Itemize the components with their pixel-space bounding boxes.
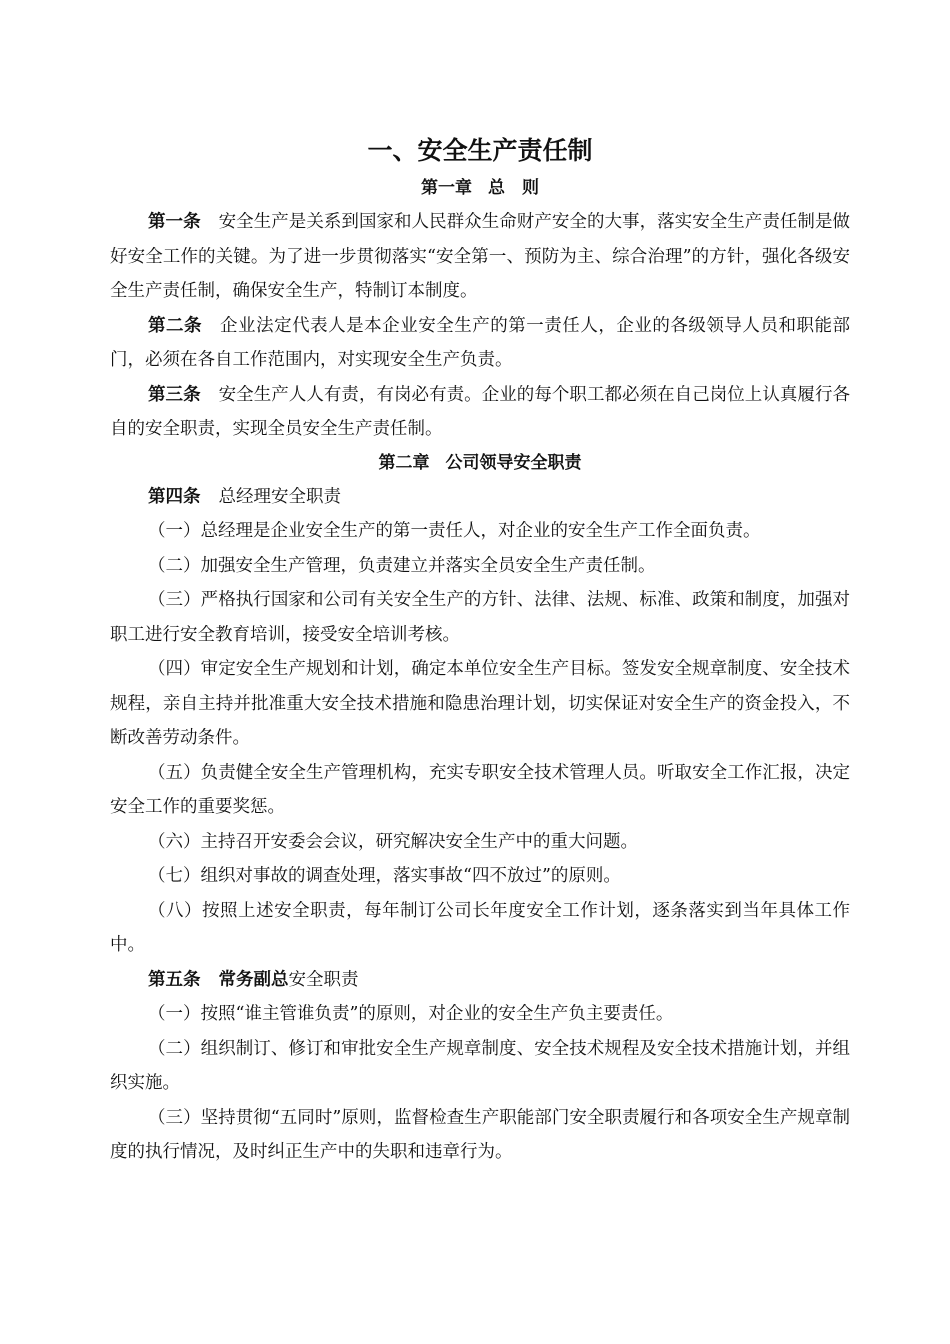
article-5-item-2: （二）组织制订、修订和审批安全生产规章制度、安全技术规程及安全技术措施计划，并组织实施。: [110, 1038, 850, 1093]
article-3-label: 第三条: [148, 384, 201, 405]
article-5-title-rest: 安全职责: [288, 969, 359, 990]
article-5-item-3: （三）坚持贯彻“五同时”原则，监督检查生产职能部门安全职责履行和各项安全生产规章制度的执行情况，及时纠正生产中的失职和违章行为。: [110, 1107, 850, 1162]
article-5-title-bold: 常务副总: [218, 969, 289, 990]
chapter-2-heading: [110, 447, 850, 480]
article-4-item-7: （七）组织对事故的调查处理，落实事故“四不放过”的原则。: [148, 866, 621, 886]
article-4-item-3: （三）严格执行国家和公司有关安全生产的方针、法律、法规、标准、政策和制度，加强对职工进行安全教育培训，接受安全培训考核。: [110, 590, 850, 645]
article-5-heading: [110, 963, 850, 998]
article-2-text: 企业法定代表人是本企业安全生产的第一责任人，企业的各级领导人员和职能部门，必须在各自工作范围内，对实现安全生产负责。: [110, 315, 851, 370]
chapter-1-number: 第一章: [421, 178, 472, 198]
article-5-item-1: （一）按照“谁主管谁负责”的原则，对企业的安全生产负主要责任。: [148, 1004, 674, 1024]
article-1-label: 第一条: [148, 212, 201, 232]
article-1-text: 安全生产是关系到国家和人民群众生命财产安全的大事，落实安全生产责任制是做好安全工作的关键。为了进一步贯彻落实“安全第一、预防为主、综合治理”的方针，强化各级安全生产责任制，确保安全生产，特制订本制度。: [110, 212, 851, 301]
article-4-item-6: （六）主持召开安委会会议，研究解决安全生产中的重大问题。: [148, 831, 638, 852]
article-4-heading: [110, 480, 850, 515]
chapter-2-title: 公司领导安全职责: [445, 452, 582, 473]
article-4-item-4: （四）审定安全生产规划和计划，确定本单位安全生产目标。签发安全规章制度、安全技术规程，亲自主持并批准重大安全技术措施和隐患治理计划，切实保证对安全生产的资金投入，不断改善劳动条件。: [110, 659, 850, 748]
article-4-title: 总经理安全职责: [218, 486, 341, 507]
article-2-label: 第二条: [148, 315, 203, 336]
article-4-item-2: （二）加强安全生产管理，负责建立并落实全员安全生产责任制。: [148, 555, 656, 576]
chapter-1-heading: [110, 172, 850, 205]
chapter-2-number: 第二章: [378, 452, 430, 473]
article-3-text: 安全生产人人有责，有岗必有责。企业的每个职工都必须在自己岗位上认真履行各自的安全职责，实现全员安全生产责任制。: [110, 384, 851, 439]
article-2: [110, 309, 850, 378]
document-title: 一、安全生产责任制: [367, 136, 593, 165]
document-page: [110, 130, 850, 1170]
article-5-label: 第五条: [148, 969, 201, 990]
article-4-item-5: （五）负责健全安全生产管理机构，充实专职安全技术管理人员。听取安全工作汇报，决定安全工作的重要奖惩。: [110, 762, 850, 817]
article-4-label: 第四条: [148, 486, 201, 507]
article-4-item-1: （一）总经理是企业安全生产的第一责任人，对企业的安全生产工作全面负责。: [148, 521, 761, 541]
chapter-1-title: 总 则: [488, 178, 539, 198]
article-1: [110, 205, 850, 309]
article-3: [110, 378, 850, 447]
article-4-item-8: （八）按照上述安全职责，每年制订公司长年度安全工作计划，逐条落实到当年具体工作中。: [110, 900, 850, 955]
